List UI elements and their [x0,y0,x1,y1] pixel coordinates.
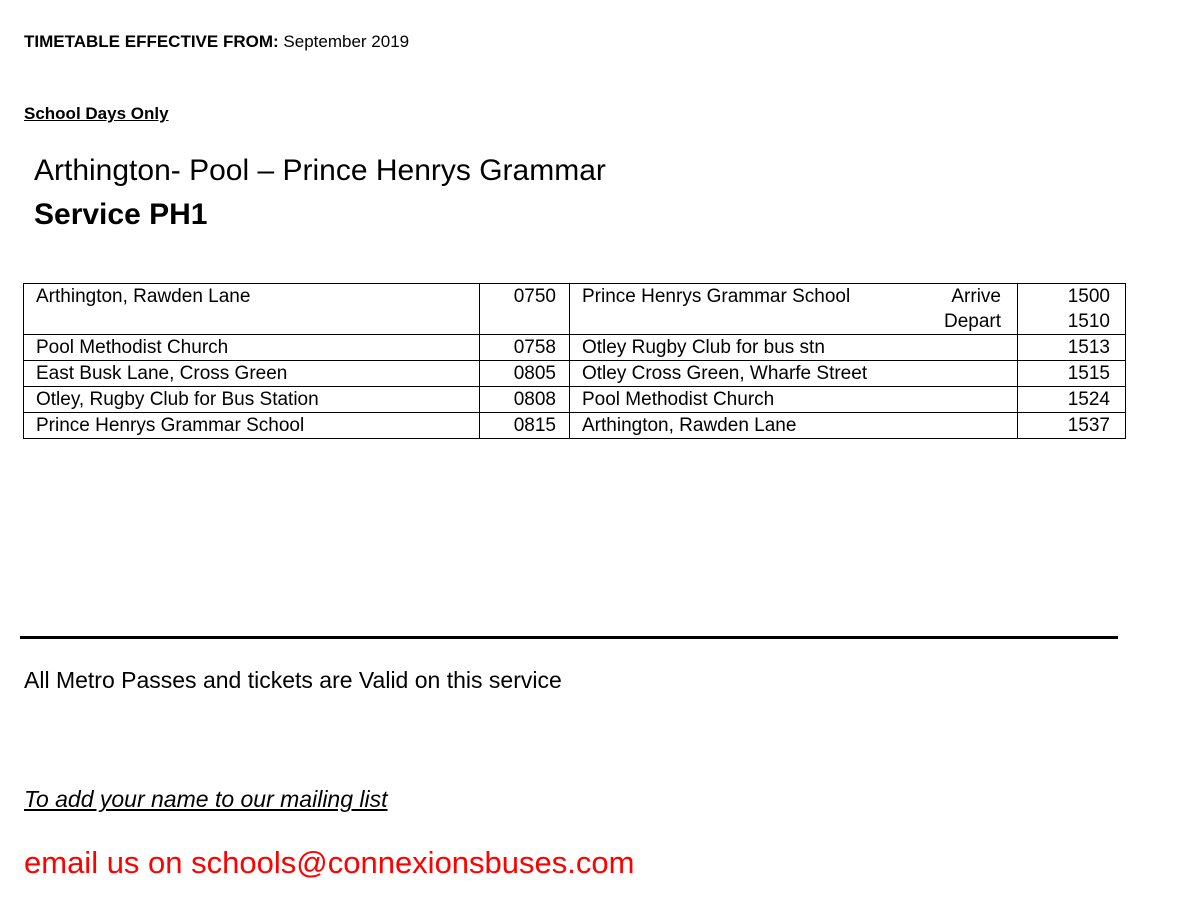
route-title: Arthington- Pool – Prince Henrys Grammar [34,154,606,187]
effective-value: September 2019 [283,32,410,51]
arrive-label: Arrive [951,286,1001,307]
morning-time: 0805 [480,361,570,387]
depart-time: 1510 [1067,311,1110,332]
afternoon-time-cell [1018,284,1126,335]
afternoon-stop: Otley Cross Green, Wharfe Street [570,361,1018,387]
afternoon-stop: Arthington, Rawden Lane [570,413,1018,439]
morning-stop: Arthington, Rawden Lane [24,284,480,335]
afternoon-time: 1515 [1018,361,1126,387]
morning-time: 0750 [480,284,570,335]
table-row [24,387,1126,413]
afternoon-time: 1513 [1018,335,1126,361]
afternoon-stop: Otley Rugby Club for bus stn [570,335,1018,361]
table-row [24,284,1126,335]
afternoon-stop-cell [570,284,1018,335]
morning-time: 0758 [480,335,570,361]
arrive-time: 1500 [1067,286,1110,307]
email-contact[interactable]: email us on schools@connexionsbuses.com [24,845,635,880]
afternoon-time: 1537 [1018,413,1126,439]
table-row [24,413,1126,439]
school-days-heading: School Days Only [24,104,169,123]
morning-stop: Otley, Rugby Club for Bus Station [24,387,480,413]
effective-label: TIMETABLE EFFECTIVE FROM: [24,32,279,51]
horizontal-divider [20,636,1118,639]
table-row [24,335,1126,361]
table-row [24,361,1126,387]
afternoon-stop: Prince Henrys Grammar School [582,286,851,307]
afternoon-time: 1524 [1018,387,1126,413]
effective-date-line [24,32,409,52]
afternoon-stop: Pool Methodist Church [570,387,1018,413]
depart-label: Depart [943,311,1001,332]
mailing-list-text: To add your name to our mailing list [24,786,388,812]
morning-stop: East Busk Lane, Cross Green [24,361,480,387]
morning-stop: Prince Henrys Grammar School [24,413,480,439]
service-title: Service PH1 [34,198,208,231]
passes-notice: All Metro Passes and tickets are Valid on this service [24,667,562,693]
morning-time: 0808 [480,387,570,413]
morning-time: 0815 [480,413,570,439]
morning-stop: Pool Methodist Church [24,335,480,361]
timetable [23,283,1126,439]
arrive-depart-labels [944,284,1005,334]
